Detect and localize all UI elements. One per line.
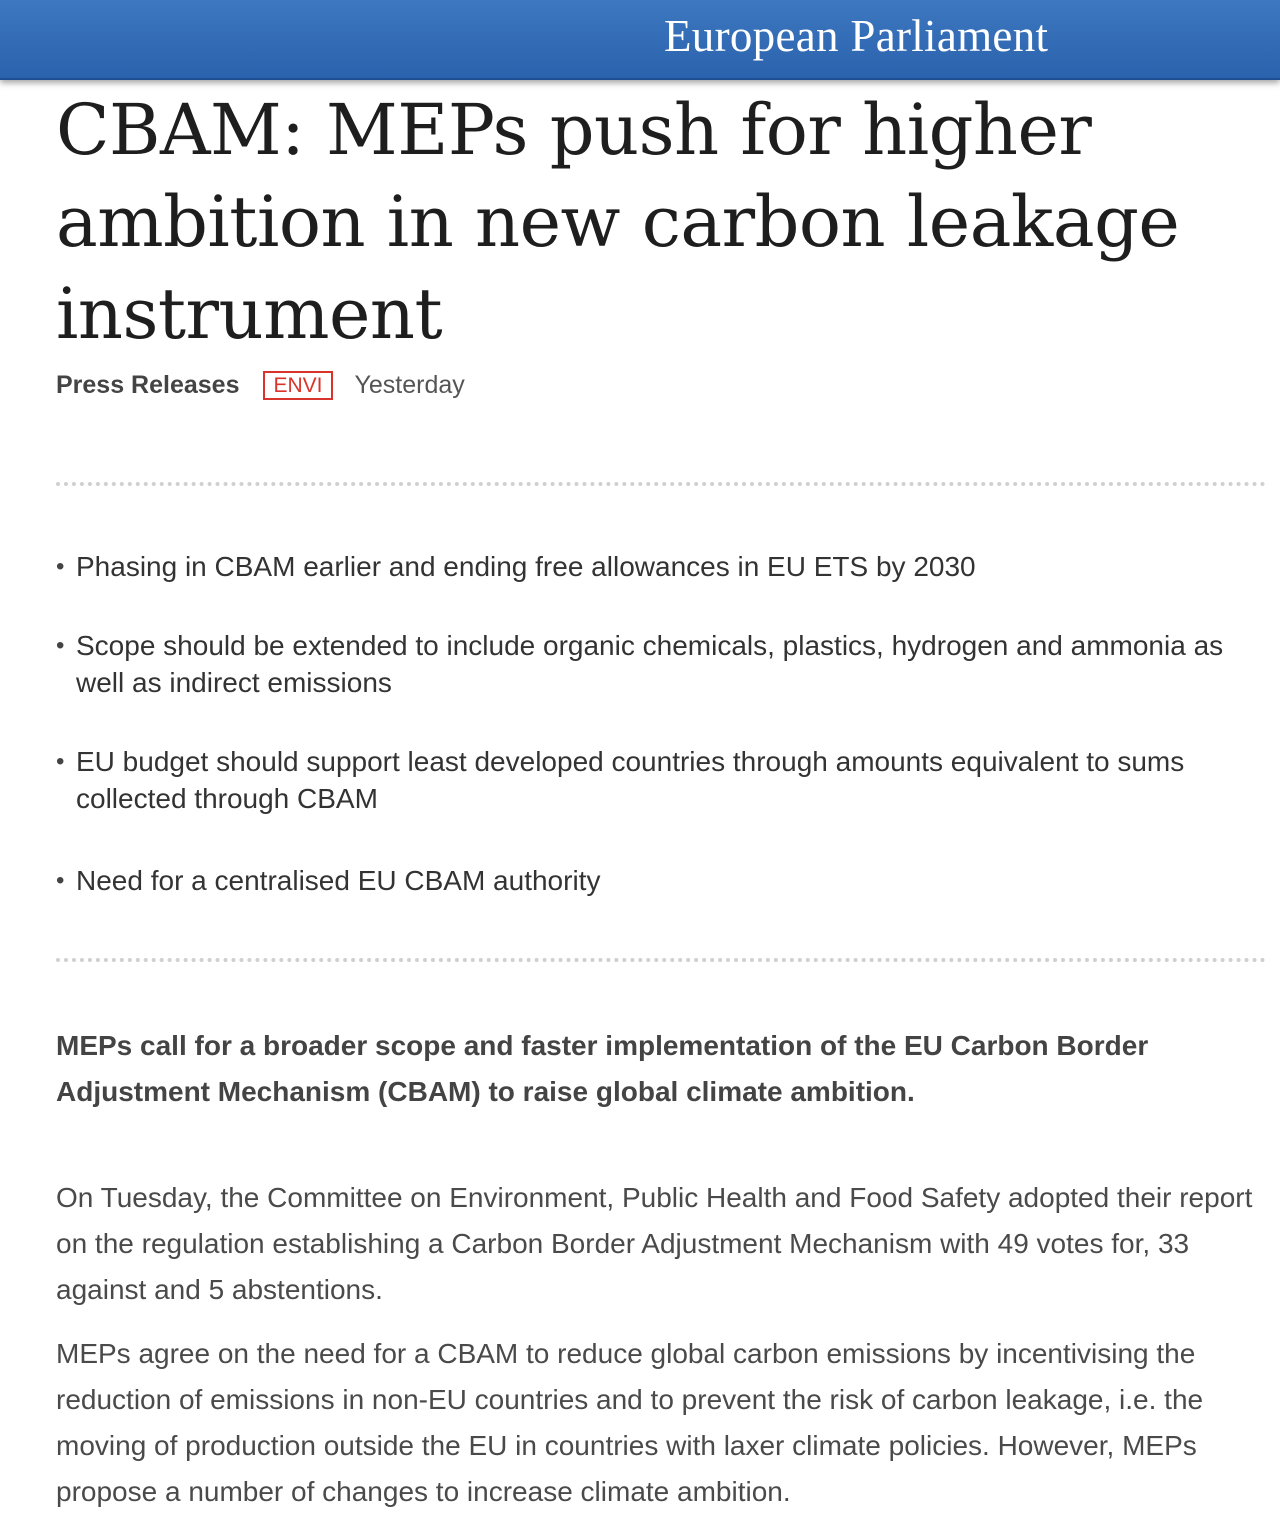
bullet-icon: • (56, 748, 65, 775)
highlight-text: Scope should be extended to include organic chemicals, plastics, hydrogen and ammonia as well as indirect emissions (76, 630, 1224, 698)
bullet-icon: • (56, 632, 65, 659)
site-header (0, 0, 1280, 80)
article-paragraph: On Tuesday, the Committee on Environment, Public Health and Food Safety adopted their report on the regulation establishing a Carbon Border Adjustment Mechanism with 49 votes for, 33 against and 5 abstentions. (56, 1182, 1253, 1305)
divider-top (56, 482, 1266, 486)
article-meta (56, 368, 465, 402)
category-link[interactable]: Press Releases (56, 370, 240, 399)
article-lead: MEPs call for a broader scope and faster implementation of the EU Carbon Border Adjustment Mechanism (CBAM) to raise global climate ambition. (56, 1030, 1149, 1107)
highlight-item (56, 548, 1246, 585)
article-paragraph: MEPs agree on the need for a CBAM to reduce global carbon emissions by incentivising the reduction of emissions in non-EU countries and to prevent the risk of carbon leakage, i.e. the moving of production outside the EU in countries with laxer climate policies. However, MEPs propose a number of changes to increase climate ambition. (56, 1338, 1204, 1507)
highlight-text: EU budget should support least developed countries through amounts equivalent to sums collected through CBAM (76, 746, 1185, 814)
highlight-text: Phasing in CBAM earlier and ending free allowances in EU ETS by 2030 (76, 551, 976, 582)
committee-tag[interactable]: ENVI (263, 371, 332, 400)
site-logo-text[interactable]: European Parliament (664, 11, 1049, 61)
highlight-text: Need for a centralised EU CBAM authority (76, 865, 601, 896)
publish-date: Yesterday (354, 370, 465, 399)
article-title: CBAM: MEPs push for higher ambition in new carbon leakage instrument (56, 89, 1180, 355)
divider-bottom (56, 958, 1266, 962)
highlight-item (56, 627, 1246, 701)
bullet-icon: • (56, 553, 65, 580)
bullet-icon: • (56, 867, 65, 894)
highlight-item (56, 862, 1246, 899)
highlight-item (56, 743, 1246, 817)
